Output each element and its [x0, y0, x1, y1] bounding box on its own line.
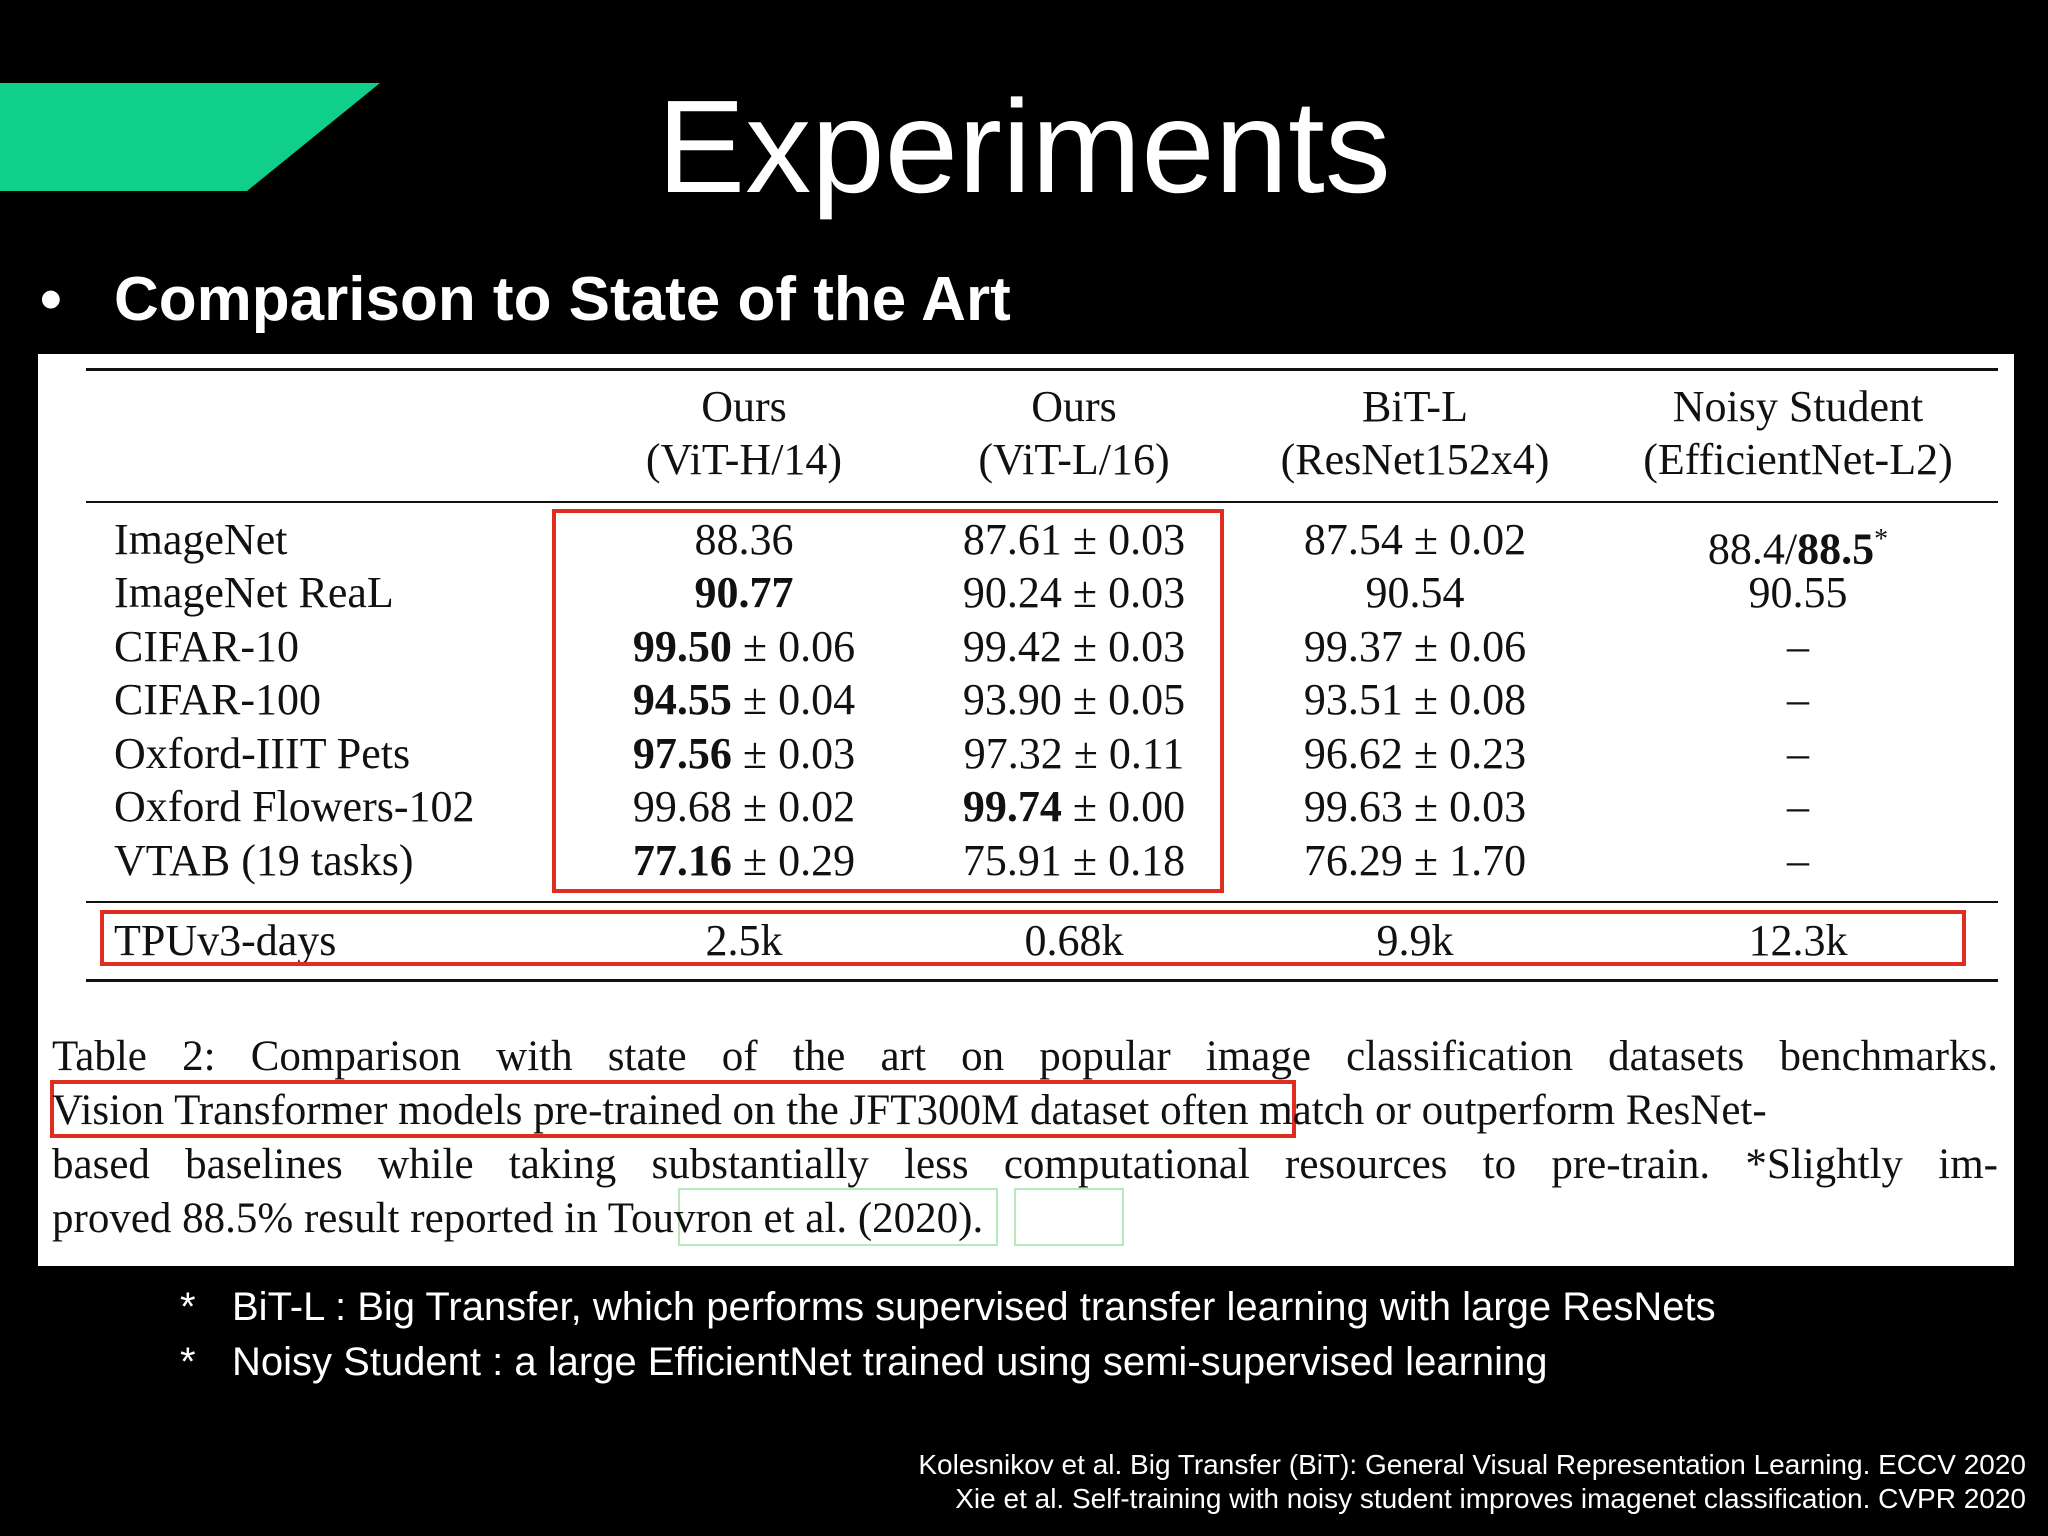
cell-noisy-vtab: –: [1787, 836, 1809, 885]
footnote-text: Noisy Student : a large EfficientNet trained using semi-supervised learning: [232, 1340, 1548, 1384]
cell-vith-flowers: 99.68 ± 0.02: [632, 782, 856, 831]
col-header-line1: Noisy Student: [1672, 382, 1924, 431]
cell-bit-imagenet: 87.54 ± 0.02: [1303, 515, 1527, 564]
reference-kolesnikov: Kolesnikov et al. Big Transfer (BiT): General Visual Representation Learning. ECCV 2020: [918, 1449, 2026, 1480]
caption-paren-open: (: [847, 1195, 873, 1242]
caption-line-4: [52, 1192, 1998, 1246]
col-header-line2: (ViT-H/14): [645, 435, 843, 484]
cell-tpu-noisy: 12.3k: [1748, 916, 1848, 965]
caption-line-1: Table 2: Comparison with state of the art on popular image classification datasets benchmarks.: [52, 1033, 1998, 1080]
col-header-line1: Ours: [701, 382, 787, 431]
caption-line-2-rest: often match or outperform ResNet-: [1149, 1087, 1767, 1134]
cell-vitl-imagenet: 87.61 ± 0.03: [962, 515, 1186, 564]
references: [918, 1448, 2026, 1516]
table-mid-rule: [86, 901, 1998, 903]
col-header-noisy-student: [1573, 380, 2023, 486]
footnote-text: BiT-L : Big Transfer, which performs supervised transfer learning with large ResNets: [232, 1285, 1716, 1329]
cell-vitl-vtab: 75.91 ± 0.18: [962, 836, 1186, 885]
cell-noisy-flowers: –: [1787, 782, 1809, 831]
cell-bit-flowers: 99.63 ± 0.03: [1303, 782, 1527, 831]
row-label-tpu-days: TPUv3-days: [114, 916, 337, 965]
col-header-vit-l16: [884, 380, 1264, 486]
caption-line-2: [52, 1084, 1998, 1138]
row-label-vtab: VTAB (19 tasks): [114, 836, 414, 885]
cell-tpu-vitl: 0.68k: [1024, 916, 1124, 965]
cell-noisy-cifar10: –: [1787, 622, 1809, 671]
footnotes: [180, 1280, 1716, 1390]
slide-heading: [40, 260, 1011, 340]
row-label-imagenet: ImageNet: [114, 515, 288, 564]
cell-vitl-imagenet-real: 90.24 ± 0.03: [962, 568, 1186, 617]
highlight-tpu-row: [100, 910, 1966, 966]
table-bottom-rule: [86, 979, 1998, 982]
caption-line-3: based baselines while taking substantially less computational resources to pre-train. *Slightly im-: [52, 1141, 1998, 1188]
cell-vith-imagenet-real: 90.77: [694, 568, 794, 617]
caption-paren-close: ).: [958, 1195, 984, 1242]
footnote-noisy-student: [180, 1335, 1716, 1390]
heading-text: Comparison to State of the Art: [114, 265, 1011, 334]
cell-vith-cifar100: 94.55 ± 0.04: [632, 675, 856, 724]
cell-tpu-vith: 2.5k: [705, 916, 783, 965]
bullet-icon: •: [40, 265, 62, 334]
cell-vith-vtab: 77.16 ± 0.29: [632, 836, 856, 885]
cell-bit-vtab: 76.29 ± 1.70: [1303, 836, 1527, 885]
col-header-vit-h14: [554, 380, 934, 486]
cell-vith-imagenet: 88.36: [694, 515, 794, 564]
cell-vith-pets: 97.56 ± 0.03: [632, 729, 856, 778]
cell-bit-cifar10: 99.37 ± 0.06: [1303, 622, 1527, 671]
citation-link-author[interactable]: Touvron et al.: [607, 1195, 848, 1242]
cell-vitl-flowers: 99.74 ± 0.00: [962, 782, 1186, 831]
col-header-line2: (EfficientNet-L2): [1643, 435, 1953, 484]
cell-noisy-cifar100: –: [1787, 675, 1809, 724]
asterisk-icon: *: [180, 1285, 196, 1329]
row-label-pets: Oxford-IIIT Pets: [114, 729, 411, 778]
col-header-line1: BiT-L: [1362, 382, 1468, 431]
cell-noisy-imagenet: 88.4/88.5*: [1707, 524, 1889, 574]
row-label-cifar100: CIFAR-100: [114, 675, 321, 724]
cell-vitl-cifar100: 93.90 ± 0.05: [962, 675, 1186, 724]
row-label-cifar10: CIFAR-10: [114, 622, 299, 671]
cell-vith-cifar10: 99.50 ± 0.06: [632, 622, 856, 671]
footnote-bit-l: [180, 1280, 1716, 1335]
citation-link-year[interactable]: 2020: [872, 1195, 959, 1242]
highlight-ours-columns: [552, 509, 1224, 893]
cell-bit-imagenet-real: 90.54: [1365, 568, 1465, 617]
cell-bit-pets: 96.62 ± 0.23: [1303, 729, 1527, 778]
table-screenshot-panel: [38, 354, 2014, 1266]
cell-noisy-pets: –: [1787, 729, 1809, 778]
slide-title: Experiments: [657, 73, 1391, 220]
cell-noisy-imagenet-real: 90.55: [1748, 568, 1848, 617]
table-header-rule: [86, 501, 1998, 503]
col-header-bit-l: [1225, 380, 1605, 486]
caption-highlighted-phrase: Vision Transformer models pre-trained on the JFT300M dataset: [52, 1087, 1150, 1134]
col-header-line2: (ViT-L/16): [978, 435, 1170, 484]
col-header-line2: (ResNet152x4): [1280, 435, 1550, 484]
col-header-line1: Ours: [1031, 382, 1117, 431]
table-top-rule: [86, 368, 1998, 371]
reference-xie: Xie et al. Self-training with noisy student improves imagenet classification. CVPR 2020: [955, 1483, 2026, 1514]
cell-vitl-cifar10: 99.42 ± 0.03: [962, 622, 1186, 671]
row-label-flowers: Oxford Flowers-102: [114, 782, 475, 831]
cell-vitl-pets: 97.32 ± 0.11: [963, 729, 1185, 778]
row-label-imagenet-real: ImageNet ReaL: [114, 568, 394, 617]
asterisk-icon: *: [180, 1340, 196, 1384]
cell-tpu-bit: 9.9k: [1376, 916, 1454, 965]
caption-line-4-text: proved 88.5% result reported in: [52, 1195, 608, 1242]
cell-bit-cifar100: 93.51 ± 0.08: [1303, 675, 1527, 724]
